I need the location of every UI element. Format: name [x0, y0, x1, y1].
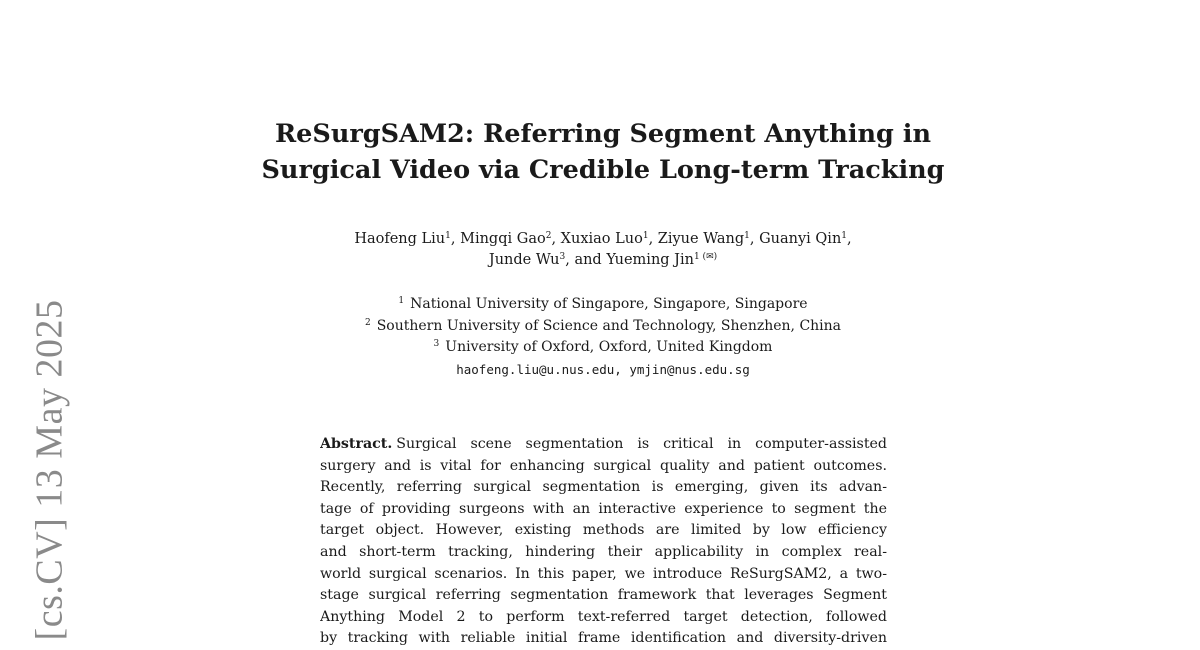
author-separator: ,	[648, 231, 658, 247]
author-affil-mark: 1	[744, 231, 750, 241]
author-name: Junde Wu	[488, 252, 560, 268]
abstract-line: tage of providing surgeons with an interactive experience to segment the	[320, 500, 887, 517]
author-name: Yueming Jin	[606, 252, 694, 268]
title-line: Surgical Video via Credible Long-term Tracking	[261, 155, 945, 185]
email-link[interactable]: ymjin@nus.edu.sg	[629, 361, 750, 377]
abstract-line: Anything Model 2 to perform text-referred target detection, followed	[320, 608, 887, 625]
affiliation-text: National University of Singapore, Singapore, Singapore	[410, 296, 808, 312]
email-link[interactable]: haofeng.liu@u.nus.edu	[456, 361, 615, 377]
affiliation-number: 3	[433, 339, 440, 349]
abstract-line: world surgical scenarios. In this paper, we introduce ReSurgSAM2, a two-	[320, 565, 887, 582]
author-separator: , and	[565, 252, 607, 268]
author-list	[200, 229, 1006, 271]
affiliation-list	[200, 294, 1006, 380]
author-line	[200, 229, 1006, 250]
arxiv-stamp-text: [cs.CV] 13 May 2025	[28, 299, 70, 641]
author-name: Guanyi Qin	[759, 231, 842, 247]
author-separator: ,	[749, 231, 760, 247]
affiliation-item	[200, 316, 1006, 338]
author-name: Mingqi Gao	[460, 231, 546, 247]
abstract-line: by tracking with reliable initial frame identification and diversity-driven	[320, 630, 887, 647]
email-separator: ,	[614, 361, 630, 377]
abstract-line: and short-term tracking, hindering their applicability in complex real-	[320, 543, 887, 560]
affiliation-item	[200, 294, 1006, 316]
title-line: ReSurgSAM2: Referring Segment Anything in	[274, 119, 931, 149]
paper-title	[200, 116, 1006, 188]
abstract-line: surgery and is vital for enhancing surgical quality and patient outcomes.	[320, 457, 887, 474]
author-separator: ,	[450, 231, 461, 247]
abstract-text: Surgical scene segmentation is critical in computer-assisted	[396, 436, 887, 452]
abstract-line: Recently, referring surgical segmentation is emerging, given its advan-	[320, 479, 887, 496]
author-affil-mark: 1	[841, 231, 848, 241]
abstract-section	[320, 434, 887, 650]
author-affil-mark: 3	[559, 252, 566, 262]
affiliation-number: 2	[364, 317, 371, 328]
author-separator: ,	[847, 231, 852, 247]
affiliation-item	[200, 337, 1006, 359]
arxiv-identifier-stamp	[26, 295, 72, 645]
author-affil-mark: 1	[445, 231, 451, 241]
corresponding-author-mark: 1 (✉)	[693, 252, 718, 262]
abstract-line	[320, 434, 887, 456]
affiliation-number: 1	[398, 296, 405, 306]
affiliation-text: Southern University of Science and Technology, Shenzhen, China	[376, 317, 842, 334]
author-name: Haofeng Liu	[354, 231, 446, 247]
abstract-label: Abstract.	[320, 436, 393, 452]
author-affil-mark: 2	[545, 231, 552, 241]
contact-emails	[200, 359, 1006, 381]
abstract-line: stage surgical referring segmentation framework that leverages Segment	[320, 587, 887, 604]
author-line	[200, 250, 1006, 271]
affiliation-text: University of Oxford, Oxford, United Kingdom	[445, 339, 773, 355]
author-affil-mark: 1	[642, 231, 649, 241]
author-name: Xuxiao Luo	[560, 231, 643, 247]
author-name: Ziyue Wang	[657, 231, 745, 247]
abstract-line: target object. However, existing methods are limited by low efficiency	[320, 522, 887, 539]
author-separator: ,	[551, 231, 561, 247]
